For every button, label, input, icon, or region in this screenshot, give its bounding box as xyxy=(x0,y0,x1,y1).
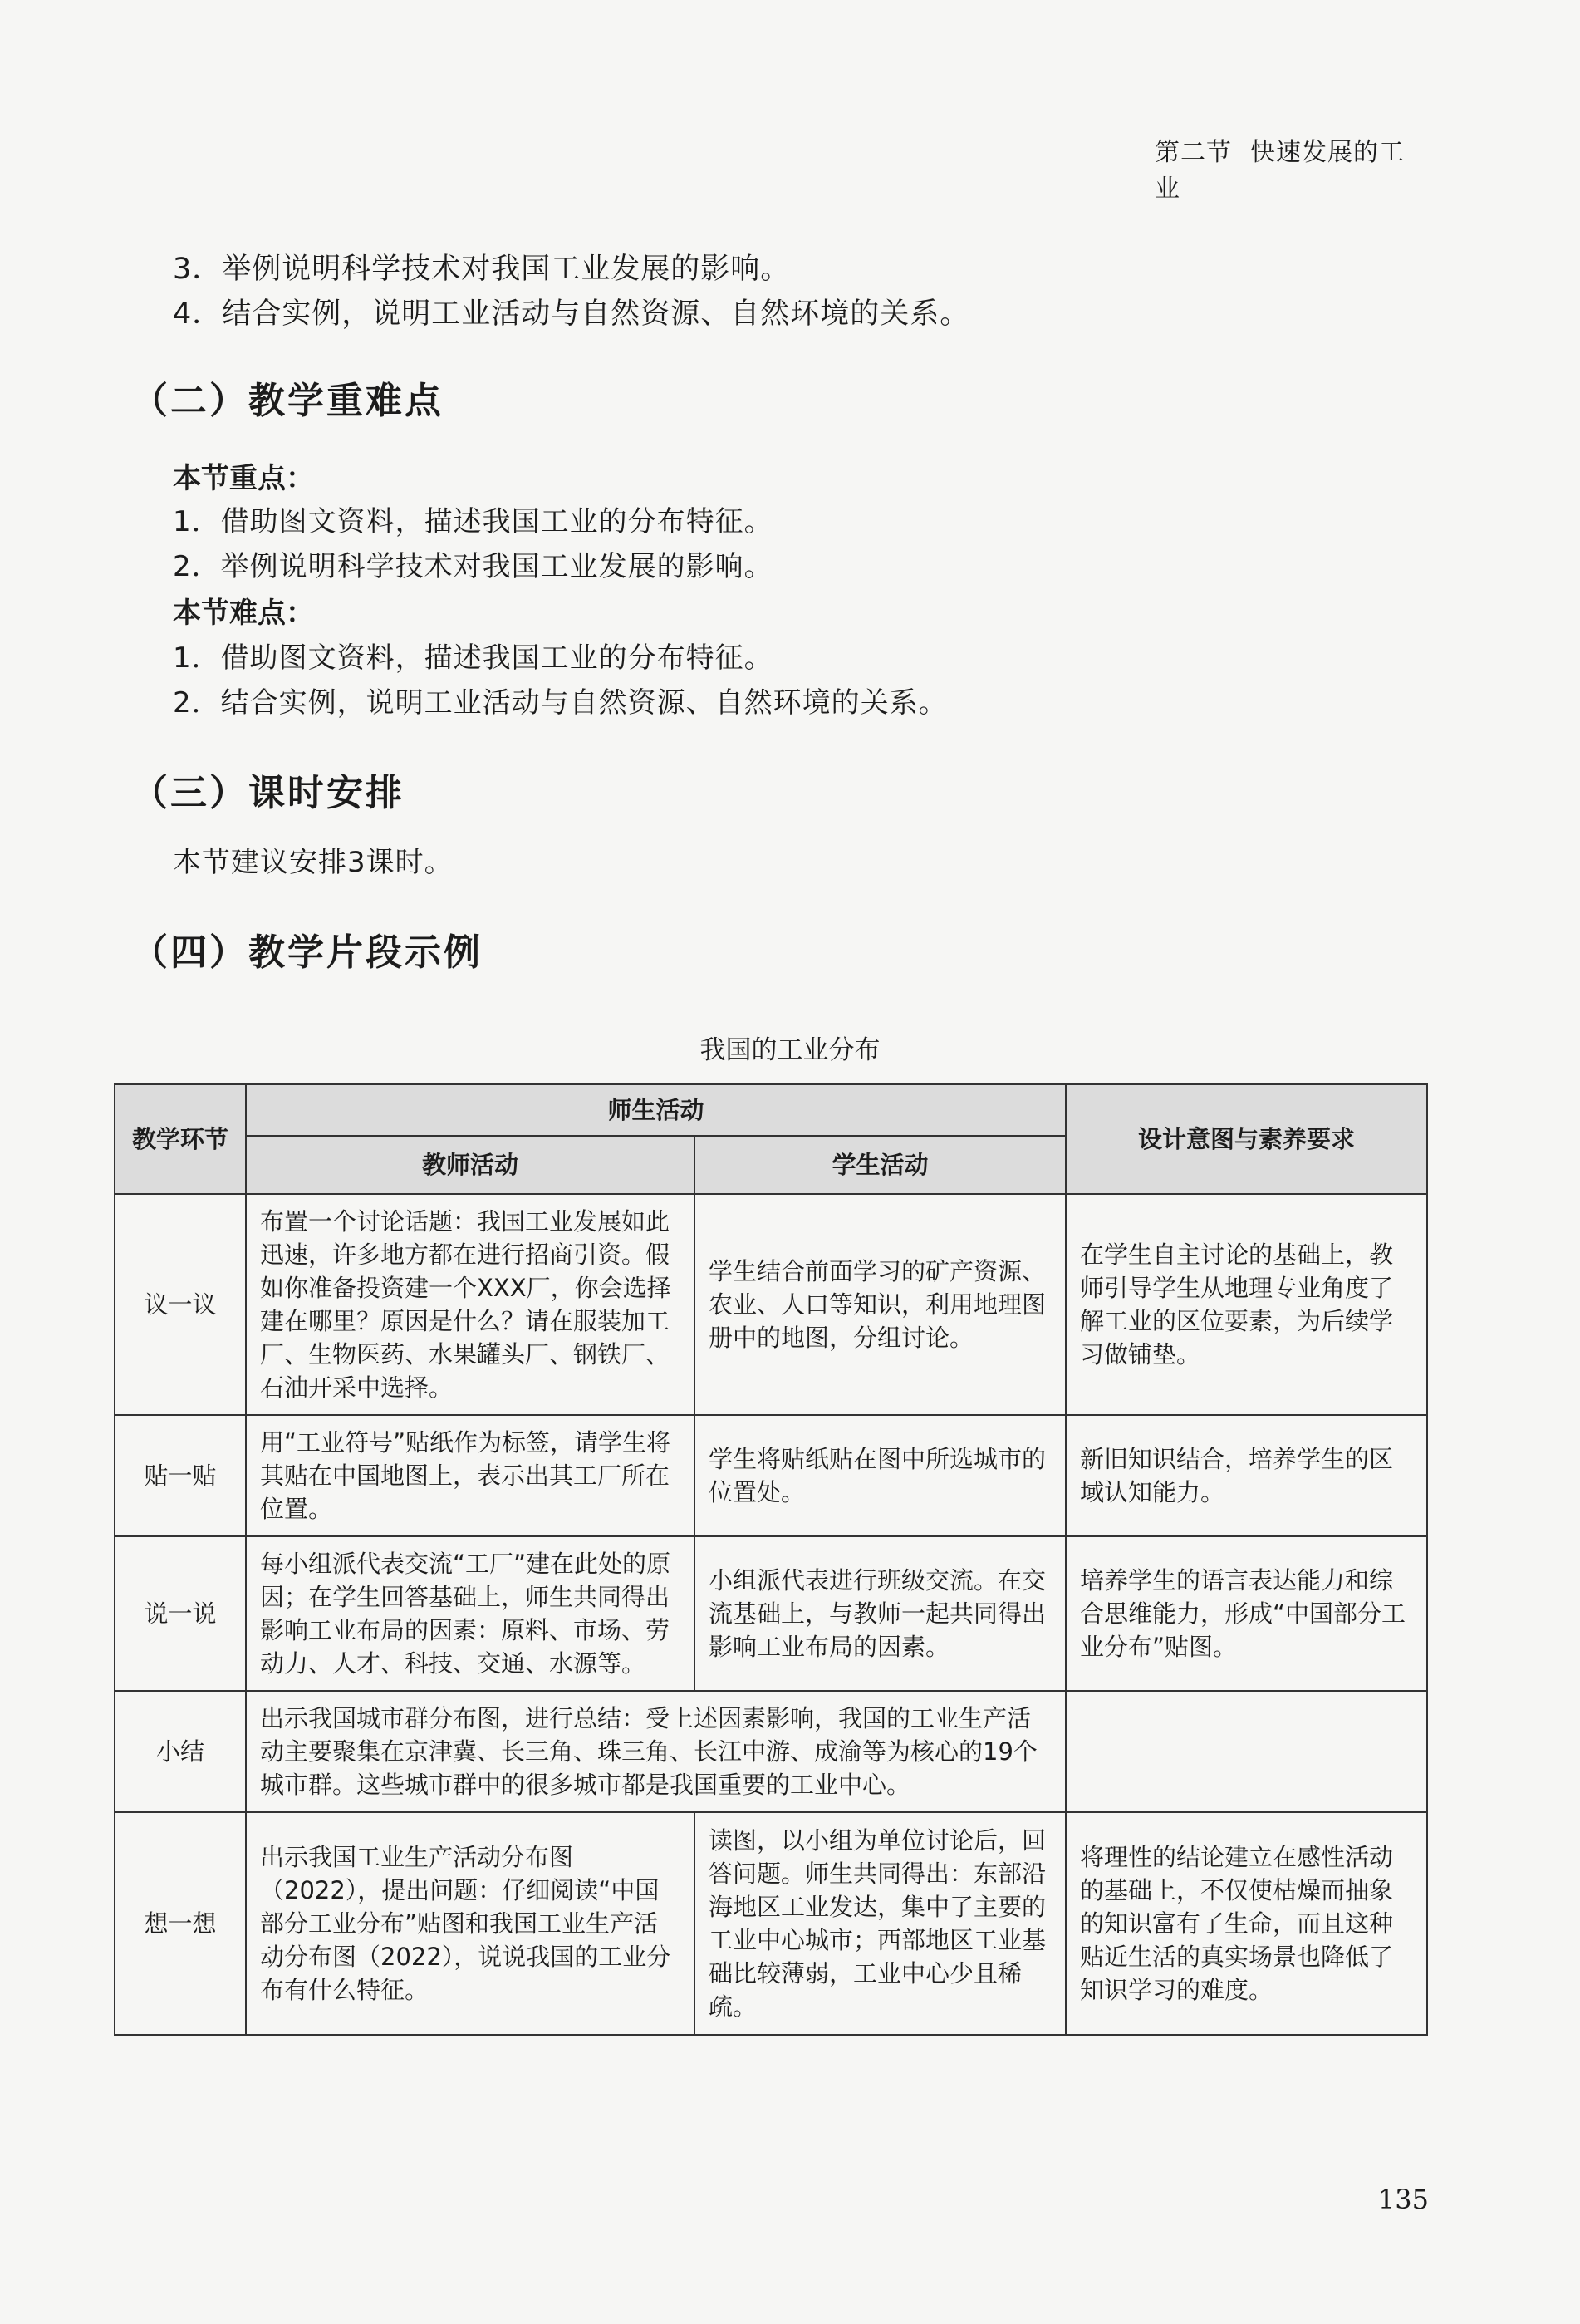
section-3-title: （三）课时安排 xyxy=(131,772,405,814)
lesson-hours-text: 本节建议安排3课时。 xyxy=(173,846,454,879)
teacher-cell: 每小组派代表交流“工厂”建在此处的原因；在学生回答基础上，师生共同得出影响工业布局的因素：原料、市场、劳动力、人才、科技、交通、水源等。 xyxy=(246,1536,694,1691)
teacher-cell: 出示我国工业生产活动分布图（2022），提出问题：仔细阅读“中国部分工业分布”贴图和我国工业生产活动分布图（2022），说说我国的工业分布有什么特征。 xyxy=(246,1812,694,2035)
key-point-2: 2．举例说明科学技术对我国工业发展的影响。 xyxy=(173,550,773,583)
key-points-label: 本节重点： xyxy=(173,462,314,495)
table-row xyxy=(115,1691,1427,1812)
key-point-1: 1．借助图文资料，描述我国工业的分布特征。 xyxy=(173,505,773,538)
teacher-cell: 用“工业符号”贴纸作为标签，请学生将其贴在中国地图上，表示出其工厂所在位置。 xyxy=(246,1415,694,1536)
objective-3: 3．举例说明科学技术对我国工业发展的影响。 xyxy=(173,253,791,286)
header-student: 学生活动 xyxy=(694,1136,1066,1194)
design-cell: 培养学生的语言表达能力和综合思维能力，形成“中国部分工业分布”贴图。 xyxy=(1066,1536,1427,1691)
header-stage: 教学环节 xyxy=(115,1084,246,1194)
stage-cell: 想一想 xyxy=(115,1812,246,2035)
difficult-points-label: 本节难点： xyxy=(173,597,314,630)
header-title: 快速发展的工业 xyxy=(1155,138,1405,204)
design-cell: 将理性的结论建立在感性活动的基础上，不仅使枯燥而抽象的知识富有了生命，而且这种贴近生活的真实场景也降低了知识学习的难度。 xyxy=(1066,1812,1427,2035)
design-cell xyxy=(1066,1691,1427,1812)
table-row xyxy=(115,1536,1427,1691)
section-2-title: （二）教学重难点 xyxy=(131,380,444,422)
student-cell: 学生将贴纸贴在图中所选城市的位置处。 xyxy=(694,1415,1066,1536)
stage-cell: 说一说 xyxy=(115,1536,246,1691)
header-teacher: 教师活动 xyxy=(246,1136,694,1194)
table-caption: 我国的工业分布 xyxy=(699,1035,881,1065)
student-cell: 读图，以小组为单位讨论后，回答问题。师生共同得出：东部沿海地区工业发达，集中了主要的工业中心城市；西部地区工业基础比较薄弱，工业中心少且稀疏。 xyxy=(694,1812,1066,2035)
table-row xyxy=(115,1415,1427,1536)
table-row xyxy=(115,1194,1427,1415)
section-4-title: （四）教学片段示例 xyxy=(131,931,483,974)
design-cell: 新旧知识结合，培养学生的区域认知能力。 xyxy=(1066,1415,1427,1536)
teacher-cell: 布置一个讨论话题：我国工业发展如此迅速，许多地方都在进行招商引资。假如你准备投资建一个XXX厂，你会选择建在哪里？原因是什么？请在服装加工厂、生物医药、水果罐头厂、钢铁厂、石油开采中选择。 xyxy=(246,1194,694,1415)
table-row xyxy=(115,1812,1427,2035)
student-cell: 学生结合前面学习的矿产资源、农业、人口等知识，利用地理图册中的地图，分组讨论。 xyxy=(694,1194,1066,1415)
objective-4: 4．结合实例，说明工业活动与自然资源、自然环境的关系。 xyxy=(173,297,970,331)
header-design: 设计意图与素养要求 xyxy=(1066,1084,1427,1194)
difficult-point-2: 2．结合实例，说明工业活动与自然资源、自然环境的关系。 xyxy=(173,686,948,720)
teaching-table xyxy=(114,1083,1428,2036)
design-cell: 在学生自主讨论的基础上，教师引导学生从地理专业角度了解工业的区位要素，为后续学习做铺垫。 xyxy=(1066,1194,1427,1415)
student-cell: 小组派代表进行班级交流。在交流基础上，与教师一起共同得出影响工业布局的因素。 xyxy=(694,1536,1066,1691)
running-header xyxy=(1155,131,1429,204)
header-activities: 师生活动 xyxy=(246,1084,1066,1136)
stage-cell: 小结 xyxy=(115,1691,246,1812)
page-number: 135 xyxy=(1377,2184,1429,2215)
difficult-point-1: 1．借助图文资料，描述我国工业的分布特征。 xyxy=(173,641,773,675)
header-section: 第二节 xyxy=(1155,138,1232,167)
stage-cell: 贴一贴 xyxy=(115,1415,246,1536)
stage-cell: 议一议 xyxy=(115,1194,246,1415)
summary-cell: 出示我国城市群分布图，进行总结：受上述因素影响，我国的工业生产活动主要聚集在京津冀、长三角、珠三角、长江中游、成渝等为核心的19个城市群。这些城市群中的很多城市都是我国重要的工业中心。 xyxy=(246,1691,1066,1812)
